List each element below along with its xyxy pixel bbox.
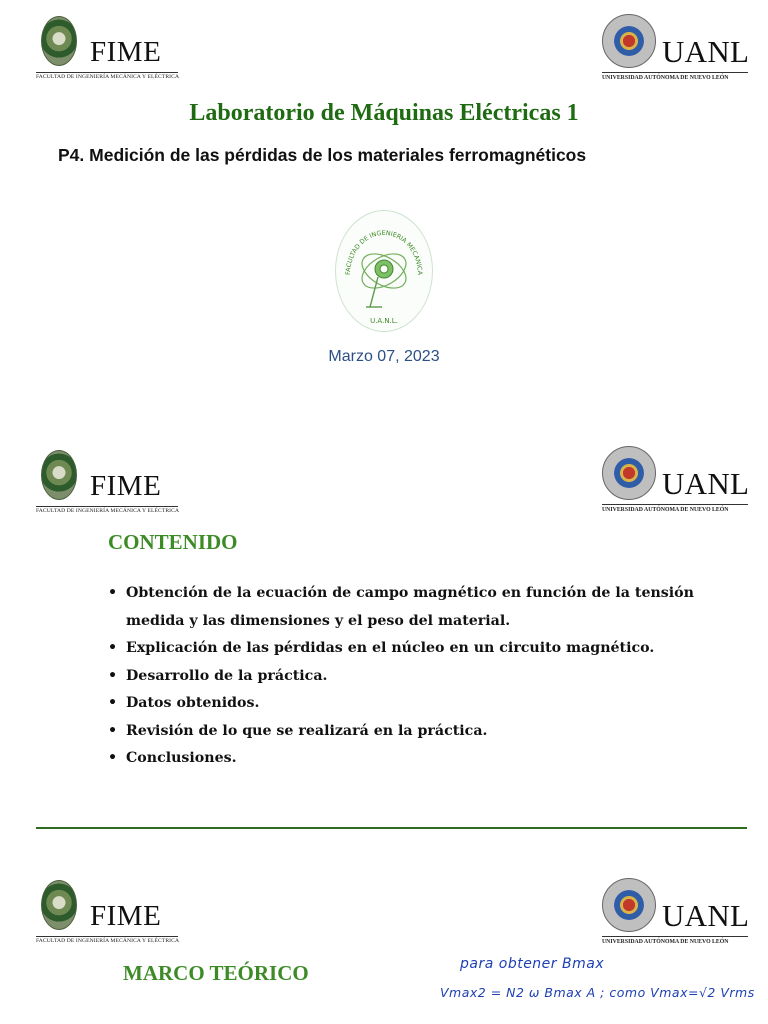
practice-title: P4. Medición de las pérdidas de los materiales ferromagnéticos: [58, 145, 587, 165]
list-item: • Obtención de la ecuación de campo magnético en función de la tensión medida y las dimensiones y el peso del material.: [108, 580, 728, 635]
fime-logo: [36, 880, 186, 944]
marco-teorico-heading: MARCO TEÓRICO: [123, 961, 309, 985]
fime-logo-subtitle: FACULTAD DE INGENIERÍA MECÁNICA Y ELÉCTRICA: [36, 938, 180, 944]
uanl-logo-subtitle: UNIVERSIDAD AUTÓNOMA DE NUEVO LEÓN: [602, 507, 729, 513]
lab-title: Laboratorio de Máquinas Eléctricas 1: [189, 100, 579, 126]
uanl-logo-subtitle: UNIVERSIDAD AUTÓNOMA DE NUEVO LEÓN: [602, 75, 729, 81]
list-item: • Conclusiones.: [108, 745, 728, 773]
slide-divider: [36, 827, 747, 829]
fime-logo-rule: [36, 506, 178, 507]
uanl-logo-subtitle: UNIVERSIDAD AUTÓNOMA DE NUEVO LEÓN: [602, 939, 729, 945]
fime-logo-word: FIME: [90, 470, 162, 502]
handwritten-note-line1: para obtener Bmax: [460, 956, 605, 972]
contents-list: [108, 580, 728, 773]
uanl-logo: [602, 14, 752, 84]
list-item: • Desarrollo de la práctica.: [108, 663, 728, 691]
uanl-logo-rule: [602, 72, 748, 73]
fime-center-seal-icon: [335, 210, 433, 332]
uanl-logo-rule: [602, 504, 748, 505]
list-item: • Revisión de lo que se realizará en la práctica.: [108, 718, 728, 746]
list-item: • Explicación de las pérdidas en el núcleo en un circuito magnético.: [108, 635, 728, 663]
fime-seal-icon: [41, 880, 77, 930]
seal-bottom-text: U.A.N.L.: [370, 317, 398, 325]
uanl-logo-word: UANL: [662, 898, 750, 933]
uanl-logo-rule: [602, 936, 748, 937]
uanl-logo-word: UANL: [662, 34, 750, 69]
fime-seal-icon: [41, 16, 77, 66]
handwritten-note-line2: Vmax2 = N2 ω Bmax A ; como Vmax=√2 Vrms: [440, 985, 755, 1000]
fime-logo: [36, 16, 186, 80]
list-item: • Datos obtenidos.: [108, 690, 728, 718]
fime-seal-icon: [41, 450, 77, 500]
fime-logo-word: FIME: [90, 36, 162, 68]
uanl-logo-word: UANL: [662, 466, 750, 501]
uanl-logo: [602, 446, 752, 516]
uanl-seal-icon: [602, 878, 656, 932]
fime-logo-word: FIME: [90, 900, 162, 932]
fime-logo-subtitle: FACULTAD DE INGENIERÍA MECÁNICA Y ELÉCTRICA: [36, 508, 180, 514]
fime-logo-rule: [36, 936, 178, 937]
fime-logo: [36, 450, 186, 514]
contenido-heading: CONTENIDO: [108, 530, 238, 554]
uanl-seal-icon: [602, 446, 656, 500]
fime-logo-rule: [36, 72, 178, 73]
uanl-seal-icon: [602, 14, 656, 68]
uanl-logo: [602, 878, 752, 948]
presentation-date: Marzo 07, 2023: [328, 348, 440, 365]
seal-arc-text: FACULTAD DE INGENIERIA MECANICA: [344, 229, 424, 276]
fime-logo-subtitle: FACULTAD DE INGENIERÍA MECÁNICA Y ELÉCTRICA: [36, 74, 180, 80]
